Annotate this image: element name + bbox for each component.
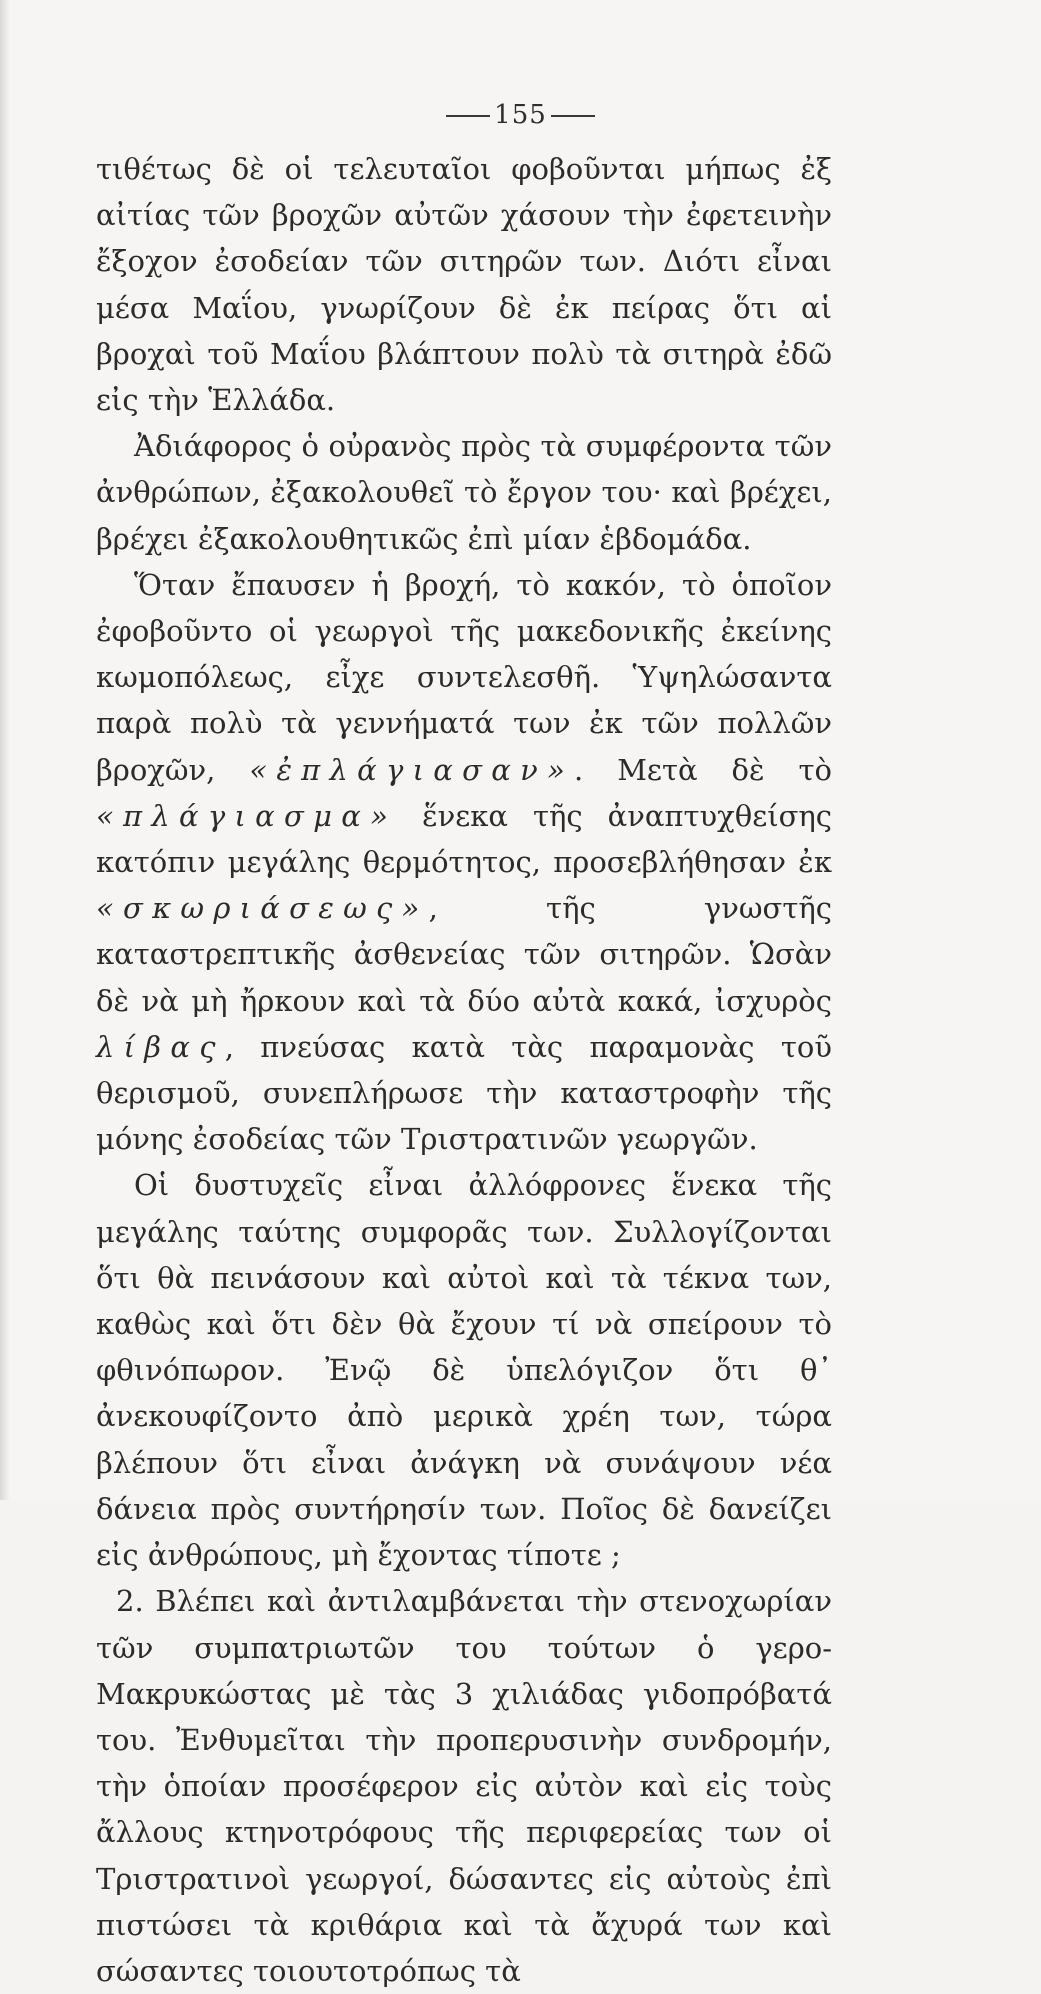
- paragraph-3: [96, 562, 832, 1163]
- spaced-term-eplagiasan: «ἐπλάγιασαν»: [249, 752, 575, 787]
- scan-shadow-edge: [0, 0, 10, 1500]
- spaced-term-skoriaseos: «σκωριάσεως»: [96, 891, 429, 926]
- right-dash: [551, 115, 595, 117]
- body-text: [96, 146, 832, 1994]
- page-number-header: [0, 100, 1041, 130]
- paragraph-3-part-5: , πνεύσας κατὰ τὰς παραμονὰς τοῦ θερισμοῦ, συνεπλήρωσε τὴν καταστροφὴν τῆς μόνης ἐσοδείας τῶν Τριστρατινῶν γεωργῶν.: [96, 1029, 832, 1157]
- paragraph-2: Ἀδιάφορος ὁ οὐρανὸς πρὸς τὰ συμφέροντα τῶν ἀνθρώπων, ἐξακολουθεῖ τὸ ἔργον του· καὶ βρέχει, βρέχει ἐξακολουθητικῶς ἐπὶ μίαν ἑβδομάδα.: [96, 429, 832, 556]
- paragraph-3-part-3: ἕνεκα τῆς ἀναπτυχθείσης κατόπιν μεγάλης θερμότητος, προσεβλήθησαν ἐκ: [96, 798, 832, 880]
- paragraph-1: τιθέτως δὲ οἱ τελευταῖοι φοβοῦνται μήπως ἐξ αἰτίας τῶν βροχῶν αὐτῶν χάσουν τὴν ἐφετεινὴν ἔξοχον ἐσοδείαν τῶν σιτηρῶν των. Διότι εἶναι μέσα Μαΐου, γνωρίζουν δὲ ἐκ πείρας ὅτι αἱ βροχαὶ τοῦ Μαΐου βλάπτουν πολὺ τὰ σιτηρὰ ἐδῶ εἰς τὴν Ἑλλάδα.: [96, 152, 832, 418]
- spaced-term-livas: λίβας: [96, 1029, 225, 1064]
- left-dash: [446, 115, 490, 117]
- paragraph-5-numbered: 2. Βλέπει καὶ ἀντιλαμβάνεται τὴν στενοχωρίαν τῶν συμπατριωτῶν του τούτων ὁ γερο-Μακρυκώστας μὲ τὰς 3 χιλιάδας γιδοπρόβατά του. Ἐνθυμεῖται τὴν προπερυσινὴν συνδρομήν, τὴν ὁποίαν προσέφερον εἰς αὐτὸν καὶ εἰς τοὺς ἄλλους κτηνοτρόφους τῆς περιφερείας των οἱ Τριστρατινοὶ γεωργοί, δώσαντες εἰς αὐτοὺς ἐπὶ πιστώσει τὰ κριθάρια καὶ τὰ ἄχυρά των καὶ σώσαντες τοιουτοτρόπως τὰ: [96, 1584, 832, 1988]
- spaced-term-plagiasma: «πλάγιασμα»: [96, 798, 398, 833]
- paragraph-3-part-1: Ὅταν ἔπαυσεν ἡ βροχή, τὸ κακόν, τὸ ὁποῖον ἐφοβοῦντο οἱ γεωργοὶ τῆς μακεδονικῆς ἐκείνης κωμοπόλεως, εἶχε συντελεσθῆ. Ὑψηλώσαντα παρὰ πολὺ τὰ γεννήματά των ἐκ τῶν πολλῶν βροχῶν,: [96, 567, 832, 787]
- paragraph-4: Οἱ δυστυχεῖς εἶναι ἀλλόφρονες ἕνεκα τῆς μεγάλης ταύτης συμφορᾶς των. Συλλογίζονται ὅτι θὰ πεινάσουν καὶ αὐτοὶ καὶ τὰ τέκνα των, καθὼς καὶ ὅτι δὲν θὰ ἔχουν τί νὰ σπείρουν τὸ φθινόπωρον. Ἐνῷ δὲ ὑπελόγιζον ὅτι θ᾿ ἀνεκουφίζοντο ἀπὸ μερικὰ χρέη των, τώρα βλέπουν ὅτι εἶναι ἀνάγκη νὰ συνάψουν νέα δάνεια πρὸς συντήρησίν των. Ποῖος δὲ δανείζει εἰς ἀνθρώπους, μὴ ἔχοντας τίποτε ;: [96, 1168, 832, 1573]
- paragraph-3-part-4: , τῆς γνωστῆς καταστρεπτικῆς ἀσθενείας τῶν σιτηρῶν. Ὡσὰν δὲ νὰ μὴ ἤρκουν καὶ τὰ δύο αὐτὰ κακά, ἰσχυρὸς: [96, 891, 832, 1018]
- page-number: 155: [494, 100, 547, 130]
- paragraph-3-part-2: . Μετὰ δὲ τὸ: [574, 752, 833, 787]
